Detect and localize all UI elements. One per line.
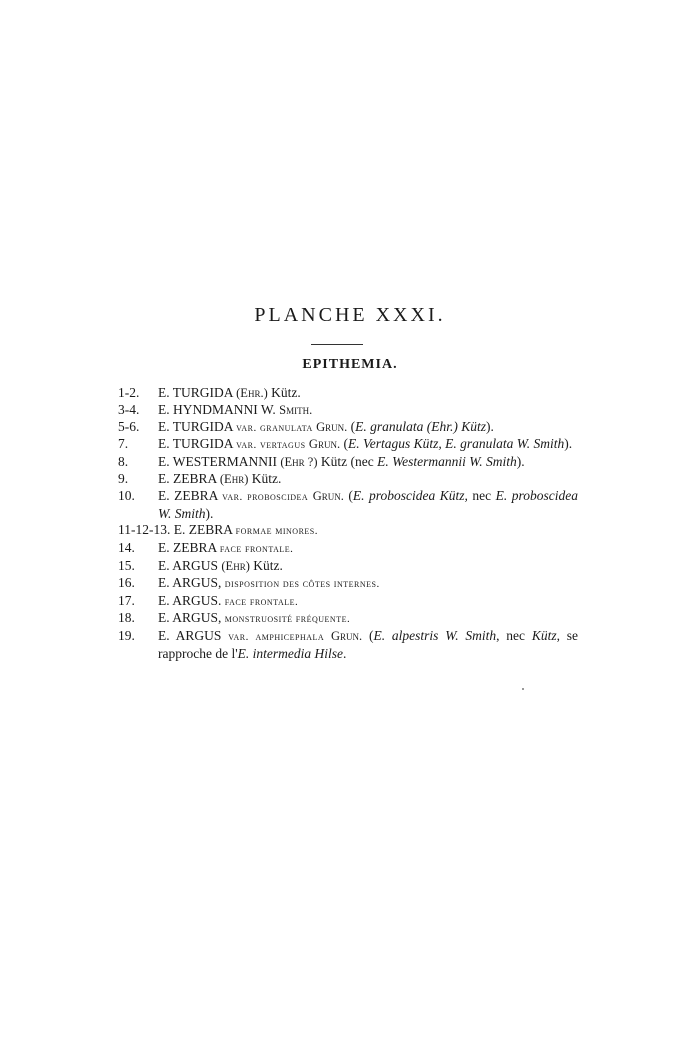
entry-text: E. HYNDMANNI W. Smith. [158, 401, 313, 417]
legend-entry [118, 488, 578, 523]
entry-text: E. TURGIDA var. granulata Grun. (E. granulata (Ehr.) Kütz). [158, 418, 494, 434]
entry-number: 15. [118, 557, 135, 573]
section-title: EPITHEMIA. [302, 357, 398, 372]
entry-number: 18. [118, 610, 135, 626]
legend-entry [118, 454, 578, 471]
entry-number: 16. [118, 574, 135, 590]
legend-entry [118, 593, 578, 611]
entry-text: E. ARGUS var. amphicephala Grun. (E. alpestris W. Smith, nec Kütz, se rapproche de l'E. intermedia Hilse. [158, 628, 579, 661]
legend-entry [118, 385, 578, 402]
legend-entry [118, 419, 578, 437]
entry-text: E. ARGUS. face frontale. [158, 592, 299, 608]
entry-number: 17. [118, 592, 135, 608]
entry-number: 1-2. [118, 385, 140, 400]
entry-text: E. ZEBRA face frontale. [158, 540, 294, 556]
legend-entry [118, 610, 578, 628]
entry-text: E. ZEBRA var. proboscidea Grun. (E. proboscidea Kütz, nec E. proboscidea W. Smith). [158, 487, 579, 521]
legend-entry [118, 575, 578, 593]
legend-entry [118, 558, 578, 575]
entry-number: 14. [118, 540, 135, 556]
legend-list [118, 385, 578, 663]
title-rule [311, 344, 363, 345]
entry-number: 9. [118, 470, 129, 486]
entry-text: E. TURGIDA (Ehr.) Kütz. [158, 385, 301, 400]
entry-number: 7. [118, 436, 129, 452]
entry-number: 3-4. [118, 401, 140, 417]
legend-entry [118, 436, 578, 454]
entry-number: 10. [118, 487, 135, 503]
page-speck [522, 688, 524, 690]
legend-entry [118, 628, 578, 663]
entry-number: 8. [118, 454, 129, 470]
entry-text: E. WESTERMANNII (Ehr ?) Kütz (nec E. Westermannii W. Smith). [158, 454, 525, 470]
entry-number: 5-6. [118, 418, 140, 434]
entry-text: E. ARGUS (Ehr) Kütz. [158, 557, 283, 573]
legend-entry [118, 402, 578, 419]
entry-number: 11-12-13. [118, 522, 171, 538]
legend-entry [118, 471, 578, 488]
entry-text: E. TURGIDA var. vertagus Grun. (E. Vertagus Kütz, E. granulata W. Smith). [158, 436, 573, 452]
entry-text: 11-12-13. E. ZEBRA formae minores. [118, 522, 318, 538]
legend-entry [118, 540, 578, 558]
entry-text: E. ZEBRA (Ehr) Kütz. [158, 470, 282, 486]
entry-text: E. ARGUS, disposition des côtes internes. [158, 574, 380, 590]
entry-text: E. ARGUS, monstruosité fréquente. [158, 610, 351, 626]
legend-entry [118, 522, 578, 540]
entry-number: 19. [118, 628, 135, 644]
plate-title: PLANCHE XXXI. [254, 304, 446, 326]
